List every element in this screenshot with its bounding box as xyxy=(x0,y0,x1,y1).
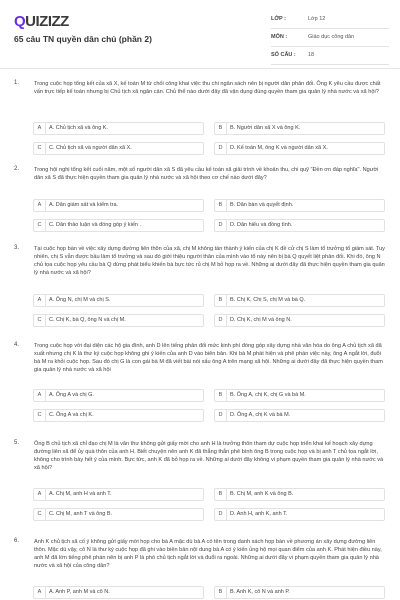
question-number: 4. xyxy=(14,342,20,348)
meta-value: 18 xyxy=(308,52,315,58)
question-text: Anh K chủ tịch xã cố ý không gửi giấy mời họp cho bà A mặc dù bà A có tên trong danh sách họp bàn về phương án xây dựng đường liên thôn. Mặc dù vậy, cô N là thư ký cuộc họp đã ghi vào biên bản nội dung bà A có ý kiến ủng hộ mọi quan điểm của anh K. Phát hiện điều này, anh M đã lớn tiếng phê phán nên bị anh P là phó chủ tịch ngắt lời và đuổi ra ngoài. Những ai dưới đây vi phạm quyền tham gia quản lý nhà nước và xã hội của công dân? xyxy=(34,539,382,569)
meta-panel xyxy=(271,14,389,68)
option-a[interactable] xyxy=(33,389,204,402)
option-a[interactable] xyxy=(33,488,204,501)
question-text: Trong cuộc họp với đại diện các hộ gia đình, anh D lên tiếng phản đối mức kinh phí đóng góp xây dựng nhà văn hóa do ông A chủ tịch xã đã xuất nhưng chị K là thư ký cuộc họp không ghi ý kiến của anh D vào biên bản. Khi bà M phát hiện và phê phán việc này, ông A ngắt lời, đuổi bà M ra khỏi cuộc họp. Sau đó chị G là con gái bà M đã viết bài nói xấu ông A trên mạng xã hội. Những ai dưới đây đã thực hiện quyền tham gia quản lý nhà nước và xã hội xyxy=(34,343,383,373)
option-b[interactable] xyxy=(214,294,385,307)
meta-value: Giáo dục công dân xyxy=(308,34,355,40)
option-text: B. Chị K, Chị S, chị M và bà Q. xyxy=(230,297,306,303)
option-c[interactable] xyxy=(33,219,204,232)
option-b[interactable] xyxy=(214,389,385,402)
option-text: A. Chị M, anh H và anh T. xyxy=(49,491,112,497)
option-b[interactable] xyxy=(214,488,385,501)
meta-label: SỐ CÂU : xyxy=(271,52,296,58)
header-divider xyxy=(0,68,400,69)
option-letter: B xyxy=(215,390,227,401)
option-letter: C xyxy=(34,410,46,421)
option-text: B. Chị M, anh K và ông B. xyxy=(230,491,294,497)
meta-label: MÔN : xyxy=(271,34,288,40)
quizizz-logo xyxy=(14,13,69,30)
option-letter: D xyxy=(215,509,227,520)
logo-text: QUIZIZZ xyxy=(14,13,69,30)
option-letter: C xyxy=(34,220,46,231)
option-b[interactable] xyxy=(214,122,385,135)
option-d[interactable] xyxy=(214,409,385,422)
header xyxy=(0,0,400,70)
option-text: C. Chị K, bà Q, ông N và chị M. xyxy=(49,317,126,323)
option-c[interactable] xyxy=(33,508,204,521)
option-letter: A xyxy=(34,200,46,211)
option-a[interactable] xyxy=(33,294,204,307)
option-letter: D xyxy=(215,143,227,154)
option-letter: C xyxy=(34,315,46,326)
option-text: B. Anh K, cô N và anh P. xyxy=(230,589,290,595)
option-letter: B xyxy=(215,295,227,306)
meta-row-subject xyxy=(271,32,389,47)
option-letter: D xyxy=(215,220,227,231)
option-letter: B xyxy=(215,587,227,598)
option-c[interactable] xyxy=(33,142,204,155)
option-letter: B xyxy=(215,489,227,500)
meta-label: LỚP : xyxy=(271,16,286,22)
option-b[interactable] xyxy=(214,586,385,599)
option-text: C. Dân thảo luận và đóng góp ý kiến . xyxy=(49,222,142,228)
option-letter: C xyxy=(34,143,46,154)
question-number: 3. xyxy=(14,245,20,251)
option-text: A. Ông A và chị G. xyxy=(49,392,94,398)
option-text: B. Dân bàn và quyết định. xyxy=(230,202,294,208)
question-text: Trong cuộc họp tổng kết của xã X, kế toán M từ chối công khai việc thu chi ngân sách nên bị người dân phản đối. Ông K yêu cầu được chất vấn trực tiếp kế toán nhưng bị Chủ tịch xã ngăn cản. Chủ thể nào dưới đây đã vận dụng đúng quyền tham gia quản lý nhà nước và xã hội? xyxy=(34,81,381,95)
question-number: 5. xyxy=(14,440,20,446)
question-text: Tại cuộc họp bàn về việc xây dựng đường liên thôn của xã, chị M không tán thành ý kiến của chị K đề cử chị S làm tổ trưởng tổ giám sát. Tuy nhiên, chị S vẫn được bầu làm tổ trưởng và sau đó giới thiệu người thân của mình vào tổ này nên bị bà Q quyết liệt phản đối. Khi đó, ông N chủ tọa cuộc họp yêu cầu bà Q dừng phát biểu khiến bà bực tức rủ chị M bỏ họp ra về. Những ai dưới đây đã thực hiện quyền tham gia quản lý nhà nước và xã hội? xyxy=(34,246,385,276)
option-text: D. Kế toán M, ông K và người dân xã X. xyxy=(230,145,328,151)
question-text: Trong hội nghị tổng kết cuối năm, một số người dân xã S đã yêu cầu kế toán xã giải trình về khoản thu, chi quỹ "Đền ơn đáp nghĩa". Người dân xã S đã thực hiện quyền tham gia quản lý nhà nước và xã hội theo cơ chế nào dưới đây? xyxy=(34,167,379,181)
option-letter: B xyxy=(215,200,227,211)
question-number: 1. xyxy=(14,80,20,86)
option-letter: C xyxy=(34,509,46,520)
option-a[interactable] xyxy=(33,199,204,212)
option-letter: A xyxy=(34,295,46,306)
meta-row-grade xyxy=(271,14,389,29)
option-d[interactable] xyxy=(214,142,385,155)
option-text: C. Chị M, anh T và ông B. xyxy=(49,511,113,517)
option-letter: A xyxy=(34,390,46,401)
option-text: A. Anh P, anh M và cô N. xyxy=(49,589,110,595)
option-letter: A xyxy=(34,489,46,500)
option-d[interactable] xyxy=(214,314,385,327)
meta-row-count xyxy=(271,50,389,65)
option-text: A. Ông N, chị M và chị S. xyxy=(49,297,111,303)
option-text: B. Ông A, chị K, chị G và bà M. xyxy=(230,392,306,398)
option-text: D. Anh H, anh K, anh T. xyxy=(230,511,288,517)
option-a[interactable] xyxy=(33,586,204,599)
option-c[interactable] xyxy=(33,409,204,422)
option-letter: D xyxy=(215,315,227,326)
question-number: 2. xyxy=(14,166,20,172)
option-letter: A xyxy=(34,587,46,598)
option-letter: D xyxy=(215,410,227,421)
option-c[interactable] xyxy=(33,314,204,327)
option-letter: A xyxy=(34,123,46,134)
option-text: D. Ông A, chị K và bà M. xyxy=(230,412,291,418)
option-a[interactable] xyxy=(33,122,204,135)
option-text: A. Chủ tịch xã và ông K. xyxy=(49,125,109,131)
option-text: D. Chị K, chị M và ông N. xyxy=(230,317,292,323)
option-d[interactable] xyxy=(214,508,385,521)
question-number: 6. xyxy=(14,538,20,544)
question-text: Ông B chủ tịch xã chỉ đạo chị M là văn thư không gửi giấy mời cho anh H là trưởng thôn tham dự cuộc họp triển khai kế hoạch xây dựng đường liên xã để ủy quà thôn của anh H. Biết chuyện nên anh K đã thẳng thắn phê bình ông B trong cuộc họp và bị anh T chủ tọa ngắt lời, không cho trình bày hết ý của mình. Bực tức, anh K đã bỏ họp ra về. Những ai dưới đây không vi phạm quyền tham gia quản lý nhà nước và xã hội? xyxy=(34,441,384,471)
meta-value: Lớp 12 xyxy=(308,16,326,22)
option-text: B. Người dân xã X và ông K. xyxy=(230,125,301,131)
option-b[interactable] xyxy=(214,199,385,212)
option-text: C. Chủ tịch xã và người dân xã X. xyxy=(49,145,132,151)
page-title: 65 câu TN quyền dân chủ (phần 2) xyxy=(14,34,152,44)
option-text: D. Dân hiểu và đồng tình. xyxy=(230,222,293,228)
option-text: A. Dân giám sát và kiểm tra. xyxy=(49,202,119,208)
option-d[interactable] xyxy=(214,219,385,232)
option-text: C. Ông A và chị K. xyxy=(49,412,94,418)
option-letter: B xyxy=(215,123,227,134)
